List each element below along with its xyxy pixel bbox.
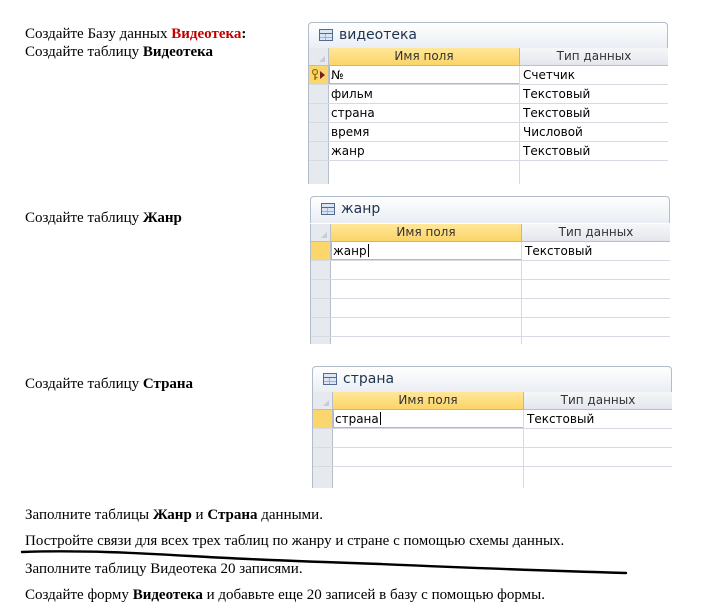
data-type-cell[interactable]: Текстовый — [523, 87, 591, 101]
table-row-empty[interactable] — [311, 318, 670, 337]
grid-header — [313, 392, 672, 410]
instruction-fill-videoteka — [25, 560, 303, 578]
text: Заполните таблицу Видеотека 20 записями. — [25, 561, 303, 577]
table-row[interactable] — [309, 142, 668, 161]
table-row-empty[interactable] — [313, 467, 672, 486]
data-type-cell[interactable]: Счетчик — [523, 68, 575, 82]
instruction-fill-tables — [25, 506, 323, 524]
data-type-cell[interactable]: Текстовый — [525, 244, 593, 258]
table-row-empty[interactable] — [311, 337, 670, 356]
field-name-cell[interactable]: жанр — [333, 244, 520, 259]
field-name-cell[interactable]: жанр — [331, 144, 365, 158]
select-all-corner[interactable] — [311, 224, 331, 242]
table-row-empty[interactable] — [311, 299, 670, 318]
table-row[interactable] — [309, 123, 668, 142]
row-selector[interactable] — [309, 123, 329, 141]
field-name-cell[interactable]: страна — [335, 412, 522, 427]
db-name: Видеотека — [171, 26, 242, 42]
table-tab-title: жанр — [341, 201, 381, 217]
table-row-empty[interactable] — [313, 448, 672, 467]
colon: : — [241, 26, 247, 42]
text-prefix: Заполните таблицы — [25, 507, 153, 523]
text-prefix: Создайте Базу данных — [25, 26, 172, 42]
field-name-cell[interactable]: фильм — [331, 87, 373, 101]
row-selector[interactable] — [309, 85, 329, 103]
instruction-create-form — [25, 586, 545, 604]
select-all-corner[interactable] — [309, 48, 329, 66]
data-type-cell[interactable]: Текстовый — [527, 412, 595, 426]
data-type-cell[interactable]: Числовой — [523, 125, 583, 139]
row-selector[interactable] — [311, 242, 331, 260]
table-row[interactable] — [309, 104, 668, 123]
table-name: Жанр — [152, 507, 192, 523]
row-selector[interactable] — [309, 142, 329, 160]
instruction-create-db — [25, 25, 246, 43]
column-header-field-name: Имя поля — [331, 224, 522, 242]
text: Постройте связи для всех трех таблиц по жанру и стране с помощью схемы данных. — [25, 533, 565, 549]
row-selector[interactable] — [309, 161, 329, 184]
column-header-data-type: Тип данных — [520, 48, 668, 66]
design-grid — [312, 392, 672, 488]
table-tab[interactable] — [310, 196, 670, 223]
table-icon — [319, 29, 333, 41]
table-tab[interactable] — [312, 366, 672, 393]
design-grid — [310, 224, 670, 344]
field-name-cell[interactable]: время — [331, 125, 370, 139]
column-header-data-type: Тип данных — [522, 224, 670, 242]
table-row[interactable] — [309, 66, 668, 85]
table-row-empty[interactable] — [311, 261, 670, 280]
table-row-empty[interactable] — [313, 429, 672, 448]
text-prefix: Создайте таблицу — [25, 210, 143, 226]
row-selector[interactable] — [309, 66, 329, 84]
table-icon — [323, 373, 337, 385]
field-name-cell[interactable]: страна — [331, 106, 375, 120]
table-name: Жанр — [142, 210, 182, 226]
column-header-field-name: Имя поля — [329, 48, 520, 66]
table-design-videoteka — [308, 22, 668, 184]
text-suffix: данными. — [257, 507, 323, 523]
table-row-empty[interactable] — [309, 161, 668, 180]
table-tab[interactable] — [308, 22, 668, 49]
table-design-zhanr — [310, 196, 670, 344]
row-selector[interactable] — [313, 410, 333, 428]
current-row-arrow-icon — [320, 71, 325, 79]
column-header-field-name: Имя поля — [333, 392, 524, 410]
table-row-empty[interactable] — [311, 280, 670, 299]
column-header-data-type: Тип данных — [524, 392, 672, 410]
form-name: Видеотека — [132, 587, 203, 603]
design-grid — [308, 48, 668, 184]
grid-header — [309, 48, 668, 66]
text-suffix: и добавьте еще 20 записей в базу с помощью формы. — [202, 587, 545, 603]
row-selector[interactable] — [309, 104, 329, 122]
table-icon — [321, 203, 335, 215]
primary-key-icon — [311, 69, 319, 80]
data-type-cell[interactable]: Текстовый — [523, 106, 591, 120]
text-and: и — [191, 507, 208, 523]
data-type-cell[interactable]: Текстовый — [523, 144, 591, 158]
table-name: Страна — [142, 376, 194, 392]
table-design-strana — [312, 366, 672, 488]
select-all-corner[interactable] — [313, 392, 333, 410]
text-prefix: Создайте форму — [25, 587, 133, 603]
text-prefix: Создайте таблицу — [25, 44, 143, 60]
instruction-create-table-zhanr — [25, 209, 182, 227]
instruction-create-table-videoteka — [25, 43, 213, 61]
table-row[interactable] — [311, 242, 670, 261]
table-tab-title: видеотека — [339, 27, 418, 43]
table-row[interactable] — [313, 410, 672, 429]
table-name: Видеотека — [142, 44, 214, 60]
table-tab-title: страна — [343, 371, 395, 387]
instruction-create-table-strana — [25, 375, 193, 393]
text-prefix: Создайте таблицу — [25, 376, 143, 392]
grid-header — [311, 224, 670, 242]
table-row[interactable] — [309, 85, 668, 104]
table-name: Страна — [207, 507, 258, 523]
field-name-cell[interactable]: № — [331, 68, 344, 82]
